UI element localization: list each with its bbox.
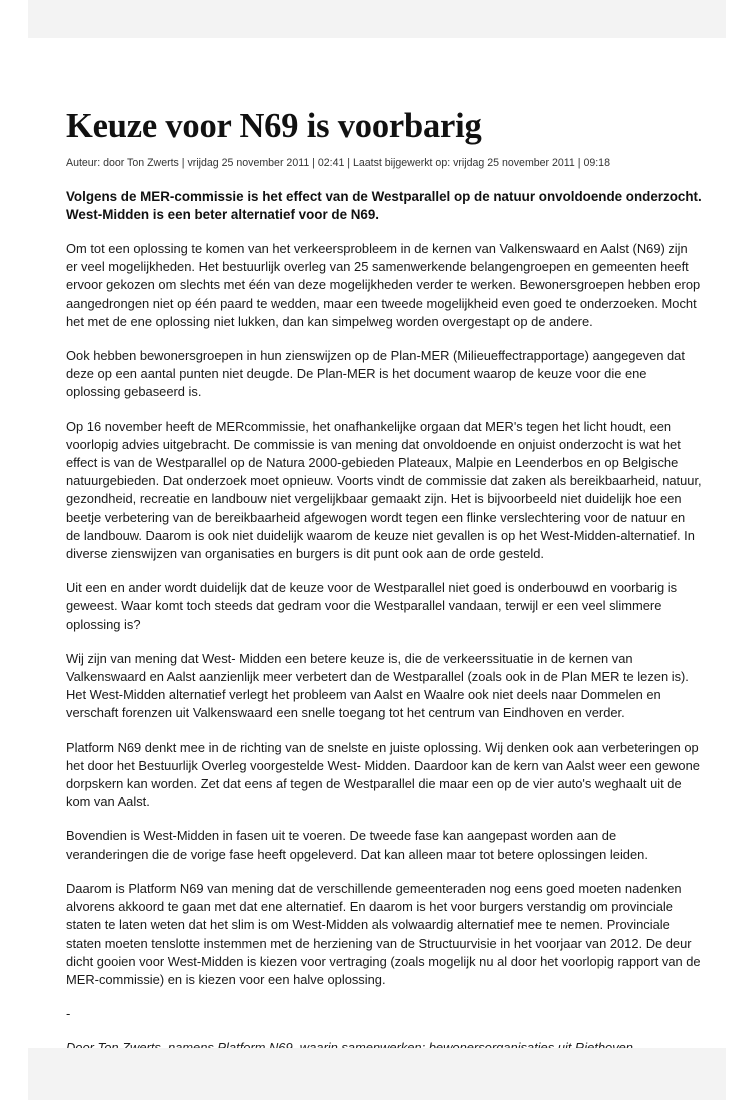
paragraph: Om tot een oplossing te komen van het verkeersprobleem in de kernen van Valkenswaard en Aalst (N69) zijn er veel mogelijkheden. Het bestuurlijk overleg van 25 samenwerkende belangengroepen en gemeenten heeft ervoor gekozen om slechts met één van deze mogelijkheden verder te werken. Bewonersgroepen hebben erop aangedrongen niet op één paard te wedden, maar een tweede mogelijkheid even goed te onderzoeken. Mocht het met de ene oplossing niet lukken, dan kan simpelweg worden overgestapt op de andere. [66,241,701,329]
separator: - [66,1006,71,1022]
paragraph: Platform N69 denkt mee in de richting van de snelste en juiste oplossing. Wij denken ook aan verbeteringen op het door het Bestuurlijk Overleg voorgestelde West- Midden. Daardoor kan de kern van Aalst weer een gewone dorpskern kan worden. Zet dat eens af tegen de Westparallel die maar een op de vier auto's weghaalt uit de kom van Aalst. [66,739,700,810]
paragraph: Uit een en ander wordt duidelijk dat de keuze voor de Westparallel niet goed is onderbouwd en voorbarig is geweest. Waar komt toch steeds dat gedram voor die Westparallel vandaan, terwijl er een veel slimmere oplossing is? [66,580,678,632]
paragraph: Op 16 november heeft de MERcommissie, het onafhankelijke orgaan dat MER's tegen het licht houdt, een voorlopig advies uitgebracht. De commissie is van mening dat onvoldoende en onjuist onderzocht is wat het effect is van de Westparallel op de Natura 2000-gebieden Plateaux, Malpie en Leenderbos en op Belgische natuurgebieden. Dat onderzoek moet opnieuw. Voorts vindt de commissie dat zaken als bereikbaarheid, natuur, gezondheid, recreatie en landbouw niet vergelijkbaar gemaakt zijn. Het is bijvoorbeeld niet duidelijk hoe een beetje verbetering van de bereikbaarheid afgewogen wordt tegen een flinke verslechtering voor de natuur en de landbouw. Daarom is ook niet duidelijk waarom de keuze niet gevallen is op het West-Midden-alternatief. In diverse zienswijzen van organisaties en burgers is dit punt ook aan de orde gesteld. [66,418,702,562]
footer-band [28,1048,726,1100]
article-lead: Volgens de MER-commissie is het effect van de Westparallel op de natuur onvoldoende onderzocht. West-Midden is een beter alternatief voor de N69. [66,189,702,222]
paragraph: Daarom is Platform N69 van mening dat de verschillende gemeenteraden nog eens goed moeten nadenken alvorens akkoord te gaan met dat ene alternatief. En daarom is het voor burgers verstandig om provinciale staten te laten weten dat het slim is om West-Midden als volwaardig alternatief mee te nemen. Provinciale staten moeten tenslotte instemmen met de herziening van de Structuurvisie in het voorjaar van 2012. De deur dicht gooien voor West-Midden is kiezen voor vertraging (zoals mogelijk nu al door het voorlopig rapport van de MER-commissie) en is kiezen voor een halve oplossing. [66,880,701,987]
paragraph: Ook hebben bewonersgroepen in hun zienswijzen op de Plan-MER (Milieueffectrapportage) aangegeven dat deze op een aantal punten niet deugde. De Plan-MER is het document waarop de keuze voor die ene oplossing gebaseerd is. [66,348,685,400]
article-meta: Auteur: door Ton Zwerts | vrijdag 25 november 2011 | 02:41 | Laatst bijgewerkt op: vrijdag 25 november 2011 | 09:18 [66,157,610,169]
paragraph: Wij zijn van mening dat West- Midden een betere keuze is, die de verkeerssituatie in de kernen van Valkenswaard en Aalst aanzienlijk meer verbetert dan de Westparallel (zoals ook in de Plan MER te lezen is). Het West-Midden alternatief verlegt het probleem van Aalst en Waalre ook niet deels naar Dommelen en verschaft forenzen uit Valkenswaard een snelle toegang tot het centrum van Eindhoven en verder. [66,650,689,721]
article-title: Keuze voor N69 is voorbarig [66,107,482,145]
paragraph: Bovendien is West-Midden in fasen uit te voeren. De tweede fase kan aangepast worden aan de veranderingen die de vorige fase heeft opgeleverd. Dat kan alleen maar tot betere oplossingen leiden. [66,828,648,862]
article [66,104,702,1094]
header-band [28,0,726,38]
